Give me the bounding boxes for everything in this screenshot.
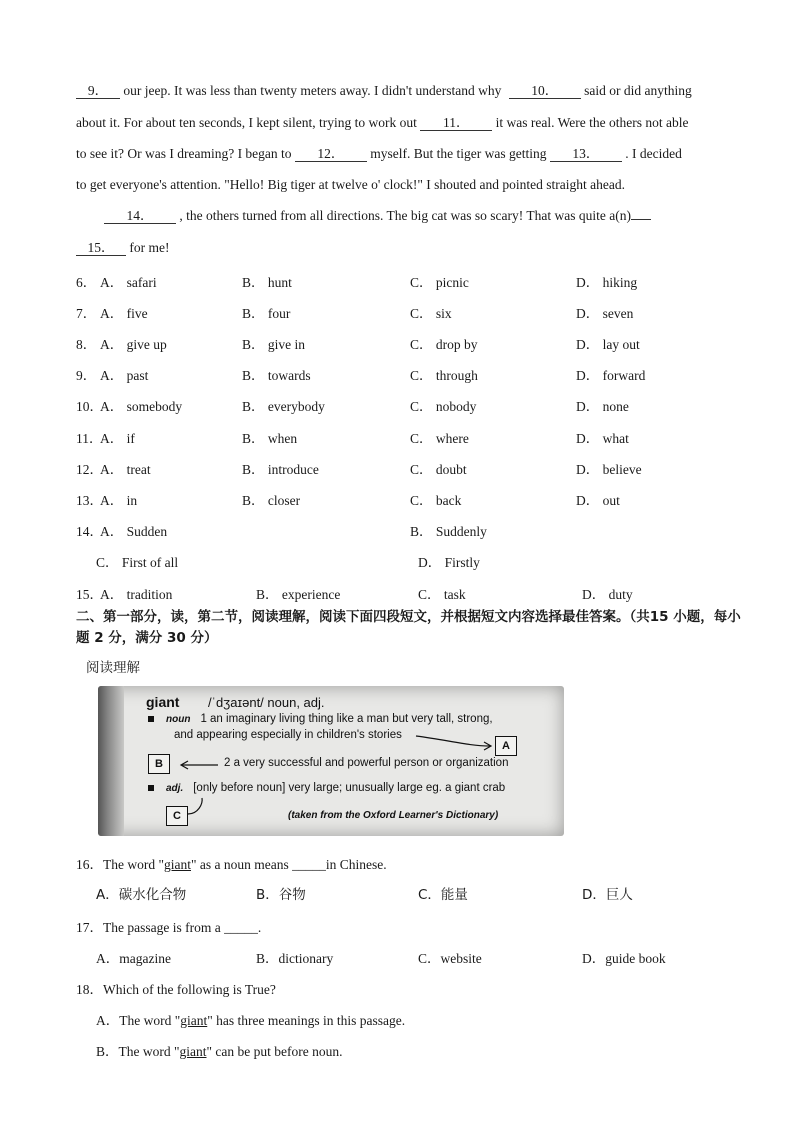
question-8-option-d[interactable]: D． lay out: [576, 337, 640, 353]
question-15-option-d[interactable]: D． duty: [582, 587, 633, 602]
passage-text: said or did anything: [580, 83, 692, 98]
q18a-word: giant: [180, 1013, 208, 1028]
question-17-option-b[interactable]: B．dictionary: [256, 951, 334, 966]
question-12-option-c[interactable]: C． doubt: [410, 461, 467, 477]
question-8-option-b[interactable]: B． give in: [242, 337, 305, 353]
question-16-option-a[interactable]: A．碳水化合物: [96, 887, 187, 903]
question-18-option-b[interactable]: [96, 1040, 342, 1060]
dict-def-3: [only before noun] very large; unusually large eg. a giant crab: [193, 782, 506, 794]
question-6-number: 6．: [76, 275, 97, 290]
question-7-option-c[interactable]: C． six: [410, 306, 452, 322]
question-12-option-b[interactable]: B． introduce: [242, 461, 319, 477]
passage-text: about it. For about ten seconds, I kept silent, trying to work out: [76, 115, 421, 130]
passage-line-4: [76, 177, 625, 193]
question-16-option-c[interactable]: C．能量: [418, 887, 468, 903]
question-10-option-a[interactable]: A． somebody: [100, 399, 183, 415]
blank-12: 12．: [295, 147, 367, 162]
bullet-icon: [148, 785, 154, 791]
dict-def-1a: 1 an imaginary living thing like a man but very tall, strong,: [200, 713, 493, 725]
question-11-option-c[interactable]: C． where: [410, 430, 469, 446]
question-13-number: 13．: [76, 492, 103, 508]
question-14-option-d[interactable]: D． Firstly: [418, 555, 480, 570]
question-10-option-b[interactable]: B． everybody: [242, 399, 325, 415]
question-9-number: 9．: [76, 368, 97, 384]
question-11-option-d[interactable]: D． what: [576, 430, 629, 446]
q18a-post: " has three meanings in this passage.: [207, 1013, 406, 1028]
q16-text-post: " as a noun means _____in Chinese.: [191, 857, 387, 872]
passage-text: our jeep. It was less than twenty meters away. I didn't understand why: [120, 83, 505, 98]
dict-def-1b: and appearing especially in children's stories: [174, 729, 402, 741]
question-11-number: 11．: [76, 430, 103, 446]
question-14-number: 14．: [76, 524, 103, 539]
question-14-option-b[interactable]: B． Suddenly: [410, 524, 487, 539]
question-7-number: 7．: [76, 306, 97, 322]
question-12-option-d[interactable]: D． believe: [576, 461, 642, 477]
dict-headword: giant: [146, 694, 180, 710]
question-17-option-d[interactable]: D．guide book: [582, 951, 666, 966]
blank-14: 14．: [104, 209, 176, 224]
q18b-word: giant: [179, 1044, 207, 1059]
dict-noun-label: noun: [166, 714, 191, 725]
section-title: 二、第一部分，读，第二节，阅读理解，阅读下面四段短文，并根据短文内容选择最佳答案。（共15 小题，每小题 2 分，满分 30 分）: [76, 609, 741, 646]
question-17-stem: 17．The passage is from a _____.: [76, 920, 262, 935]
question-7-option-b[interactable]: B． four: [242, 306, 291, 322]
dict-label-b: B: [148, 754, 170, 774]
q16-text-pre: 16．The word ": [76, 857, 164, 872]
dict-adj-line: [148, 782, 505, 794]
question-9-option-b[interactable]: B． towards: [242, 368, 311, 384]
passage-line-1: [76, 83, 692, 99]
passage-text: to get everyone's attention. "Hello! Big tiger at twelve o' clock!" I shouted and pointed straight ahead.: [76, 177, 625, 192]
blank-13: 13．: [550, 147, 622, 162]
dictionary-entry-image: [98, 686, 564, 836]
q18a-pre: A．The word ": [96, 1013, 181, 1028]
question-12-option-a[interactable]: A． treat: [100, 461, 151, 477]
question-15-number: 15．: [76, 587, 103, 602]
question-7-option-d[interactable]: D． seven: [576, 306, 634, 322]
dict-source: (taken from the Oxford Learner's Dictionary): [288, 810, 499, 821]
question-6-option-a[interactable]: A． safari: [100, 275, 157, 290]
question-15-option-a[interactable]: A． tradition: [100, 587, 173, 602]
blank-9: 9．: [76, 84, 120, 99]
question-17-option-c[interactable]: C．website: [418, 951, 482, 966]
question-8-number: 8．: [76, 337, 97, 353]
blank-15-start: [631, 219, 651, 220]
passage-text: . I decided: [621, 146, 682, 161]
question-9-option-c[interactable]: C． through: [410, 368, 478, 384]
question-13-option-a[interactable]: A． in: [100, 492, 138, 508]
dict-pronunciation: /ˈdʒaɪənt/ noun, adj.: [208, 695, 325, 710]
question-16-option-b[interactable]: B．谷物: [256, 887, 306, 903]
passage-text: myself. But the tiger was getting: [366, 146, 550, 161]
question-8-option-a[interactable]: A． give up: [100, 337, 167, 353]
question-10-number: 10．: [76, 399, 103, 415]
question-14-option-a[interactable]: A． Sudden: [100, 524, 168, 539]
blank-15: 15．: [76, 241, 126, 256]
dict-adj-label: adj.: [166, 783, 184, 794]
question-10-option-d[interactable]: D． none: [576, 399, 629, 415]
passage-text: to see it? Or was I dreaming? I began to: [76, 146, 295, 161]
question-15-option-b[interactable]: B． experience: [256, 587, 341, 602]
passage-line-6: [76, 240, 169, 256]
question-13-option-b[interactable]: B． closer: [242, 492, 301, 508]
question-6-option-b[interactable]: B． hunt: [242, 275, 292, 290]
passage-text: , the others turned from all directions. The big cat was so scary! That was quite a(n): [176, 208, 631, 223]
question-18-option-a[interactable]: [96, 1009, 405, 1029]
blank-10: 10．: [509, 84, 581, 99]
question-11-option-a[interactable]: A． if: [100, 430, 135, 446]
q16-word: giant: [164, 857, 191, 872]
question-6-option-c[interactable]: C． picnic: [410, 275, 469, 290]
question-8-option-c[interactable]: C． drop by: [410, 337, 478, 353]
blank-11: 11．: [420, 116, 492, 131]
question-7-option-a[interactable]: A． five: [100, 306, 148, 322]
question-15-option-c[interactable]: C． task: [418, 587, 466, 602]
q18b-post: " can be put before noun.: [206, 1044, 343, 1059]
dict-label-c: C: [166, 806, 188, 826]
passage-line-5: [104, 208, 651, 224]
question-10-option-c[interactable]: C． nobody: [410, 399, 477, 415]
question-16-stem: [76, 853, 387, 873]
question-12-number: 12．: [76, 461, 103, 477]
question-11-option-b[interactable]: B． when: [242, 430, 298, 446]
question-17-option-a[interactable]: A．magazine: [96, 951, 171, 966]
question-9-option-d[interactable]: D． forward: [576, 368, 646, 384]
dict-def-2: 2 a very successful and powerful person or organization: [224, 757, 509, 769]
question-13-option-d[interactable]: D． out: [576, 492, 620, 508]
passage-line-2: [76, 115, 688, 131]
section-subtitle: 阅读理解: [86, 660, 140, 676]
question-6-option-d[interactable]: D． hiking: [576, 275, 638, 290]
question-14-option-c[interactable]: C． First of all: [96, 555, 179, 570]
passage-text: for me!: [126, 240, 170, 255]
question-16-option-d[interactable]: D．巨人: [582, 887, 633, 903]
passage-line-3: [76, 146, 682, 162]
q18b-pre: B．The word ": [96, 1044, 180, 1059]
question-13-option-c[interactable]: C． back: [410, 492, 462, 508]
passage-text: it was real. Were the others not able: [492, 115, 689, 130]
dict-label-a: A: [495, 736, 517, 756]
question-18-stem: 18．Which of the following is True?: [76, 982, 276, 997]
question-9-option-a[interactable]: A． past: [100, 368, 149, 384]
